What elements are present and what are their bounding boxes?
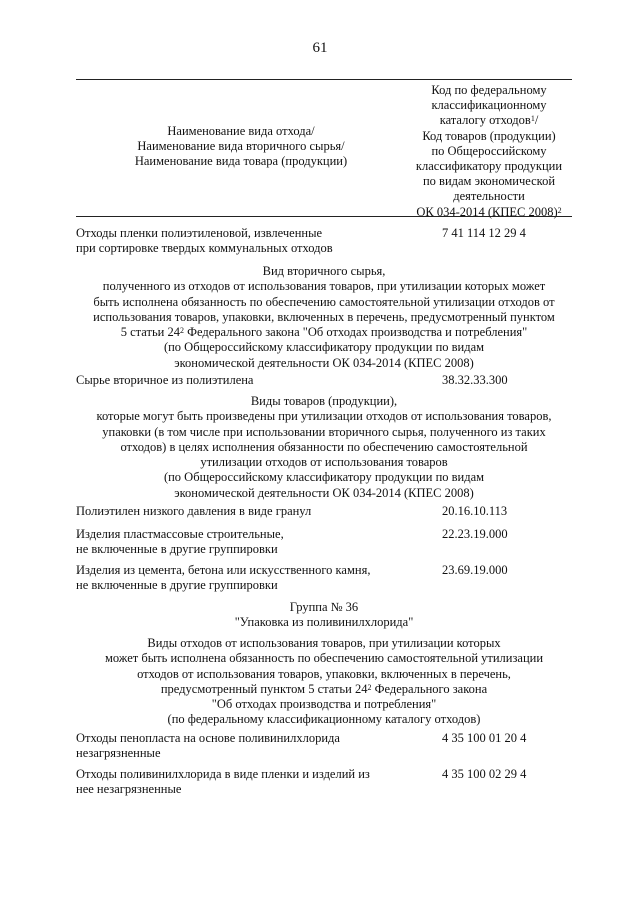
header-bottom-rule	[76, 216, 572, 217]
heading-line	[76, 325, 572, 340]
header-code-line: классификационному	[431, 98, 547, 113]
header-code-line	[406, 205, 572, 220]
row-name	[76, 226, 406, 256]
heading-line: экономической деятельности ОК 034-2014 (КПЕС 2008)	[174, 485, 474, 500]
heading-text: предусмотренный пунктом 5 статьи 24	[160, 681, 368, 696]
heading-line: экономической деятельности ОК 034-2014 (КПЕС 2008)	[174, 355, 474, 370]
header-code-column	[406, 83, 572, 220]
row-name-line: незагрязненные	[76, 746, 161, 760]
row-name	[76, 563, 406, 593]
row-name-line: Отходы пленки полиэтиленовой, извлеченные	[76, 226, 323, 240]
header-name-column	[76, 124, 406, 169]
header-name-line: Наименование вида отхода/	[167, 124, 315, 138]
row-name	[76, 767, 406, 797]
header-code-text: каталогу отходов	[439, 113, 531, 128]
heading-line: Виды товаров (продукции),	[250, 394, 398, 408]
table-row	[76, 527, 572, 557]
heading-line: Вид вторичного сырья,	[262, 264, 386, 278]
row-name-line: Полиэтилен низкого давления в виде гранул	[76, 504, 312, 518]
row-name-line: Изделия из цемента, бетона или искусственного камня,	[76, 563, 371, 577]
heading-line: упаковки (в том числе при использовании вторичного сырья, полученного из таких	[102, 424, 546, 439]
row-name	[76, 527, 406, 557]
heading-line: использования товаров, упаковки, включенных в перечень, предусмотренный пунктом	[93, 309, 555, 324]
row-name-line: нее незагрязненные	[76, 782, 182, 796]
heading-line: утилизации отходов от использования товаров	[200, 455, 448, 470]
heading-line: отходов) в целях исполнения обязанности по обеспечению самостоятельной	[120, 439, 528, 454]
row-code: 4 35 100 02 29 4	[442, 767, 527, 781]
page-number: 61	[312, 40, 328, 56]
header-top-rule	[76, 79, 572, 80]
row-name-line: Сырье вторичное из полиэтилена	[76, 373, 254, 387]
heading-line: (по Общероссийскому классификатору продукции по видам	[163, 340, 485, 355]
header-name-line: Наименование вида вторичного сырья/	[137, 139, 345, 153]
heading-line: отходов от использования товаров, упаковки, включенных в перечень,	[137, 666, 511, 681]
heading-text: Федерального закона "Об отходах производства и потребления"	[183, 325, 528, 340]
table-row	[76, 767, 572, 797]
heading-text: Федерального закона	[371, 681, 488, 696]
superscript: 2	[179, 326, 184, 336]
heading-line: (по Общероссийскому классификатору продукции по видам	[163, 470, 485, 485]
header-code-line	[406, 113, 572, 128]
row-name-line: Изделия пластмассовые строительные,	[76, 527, 284, 541]
row-name	[76, 373, 406, 388]
row-name-line: не включенные в другие группировки	[76, 578, 278, 592]
header-code-line: деятельности	[453, 189, 525, 204]
row-code: 23.69.19.000	[442, 563, 508, 577]
row-code: 4 35 100 01 20 4	[442, 731, 527, 745]
table-row	[76, 731, 572, 761]
header-code-line: Код товаров (продукции)	[422, 128, 556, 143]
row-name-line: не включенные в другие группировки	[76, 542, 278, 556]
section-heading-products	[76, 394, 572, 501]
group-line: Группа № 36	[289, 600, 359, 614]
table-row	[76, 226, 572, 256]
row-name	[76, 504, 406, 519]
row-code: 7 41 114 12 29 4	[442, 226, 526, 240]
section-heading-secondary-raw	[76, 264, 572, 371]
header-name-line: Наименование вида товара (продукции)	[134, 154, 348, 168]
superscript: 2	[367, 682, 372, 692]
heading-line: которые могут быть произведены при утилизации отходов от использования товаров,	[96, 409, 552, 424]
header-code-text: ОК 034-2014 (КПЕС 2008)	[416, 204, 558, 219]
row-name-line: при сортировке твердых коммунальных отходов	[76, 241, 333, 255]
heading-line: полученного из отходов от использования товаров, при утилизации которых может	[102, 279, 546, 294]
group-line: "Упаковка из поливинилхлорида"	[234, 615, 414, 630]
row-name-line: Отходы пенопласта на основе поливинилхлорида	[76, 731, 340, 745]
heading-line: (по федеральному классификационному каталогу отходов)	[167, 712, 481, 727]
row-code: 22.23.19.000	[442, 527, 508, 541]
heading-line	[76, 682, 572, 697]
header-code-line: по видам экономической	[422, 174, 556, 189]
heading-line: может быть исполнена обязанность по обеспечению самостоятельной утилизации	[104, 651, 544, 666]
table-row	[76, 563, 572, 593]
header-code-slash: /	[534, 113, 539, 128]
heading-line: быть исполнена обязанность по обеспечению самостоятельной утилизации отходов от	[93, 294, 555, 309]
row-code: 38.32.33.300	[442, 373, 508, 387]
section-heading-waste	[76, 636, 572, 728]
header-code-line: по Общероссийскому	[431, 143, 547, 158]
row-name	[76, 731, 406, 761]
footnote-marker: 1	[530, 114, 535, 124]
group-title	[76, 600, 572, 631]
row-code: 20.16.10.113	[442, 504, 508, 518]
row-name-line: Отходы поливинилхлорида в виде пленки и изделий из	[76, 767, 370, 781]
table-row	[76, 373, 572, 388]
table-row	[76, 504, 572, 519]
heading-text: 5 статьи 24	[120, 325, 180, 340]
header-code-line: Код по федеральному	[431, 83, 547, 97]
header-code-line: классификатору продукции	[415, 159, 563, 174]
heading-line: Виды отходов от использования товаров, при утилизации которых	[147, 636, 501, 650]
heading-line: "Об отходах производства и потребления"	[211, 697, 437, 712]
footnote-marker: 2	[557, 205, 562, 215]
